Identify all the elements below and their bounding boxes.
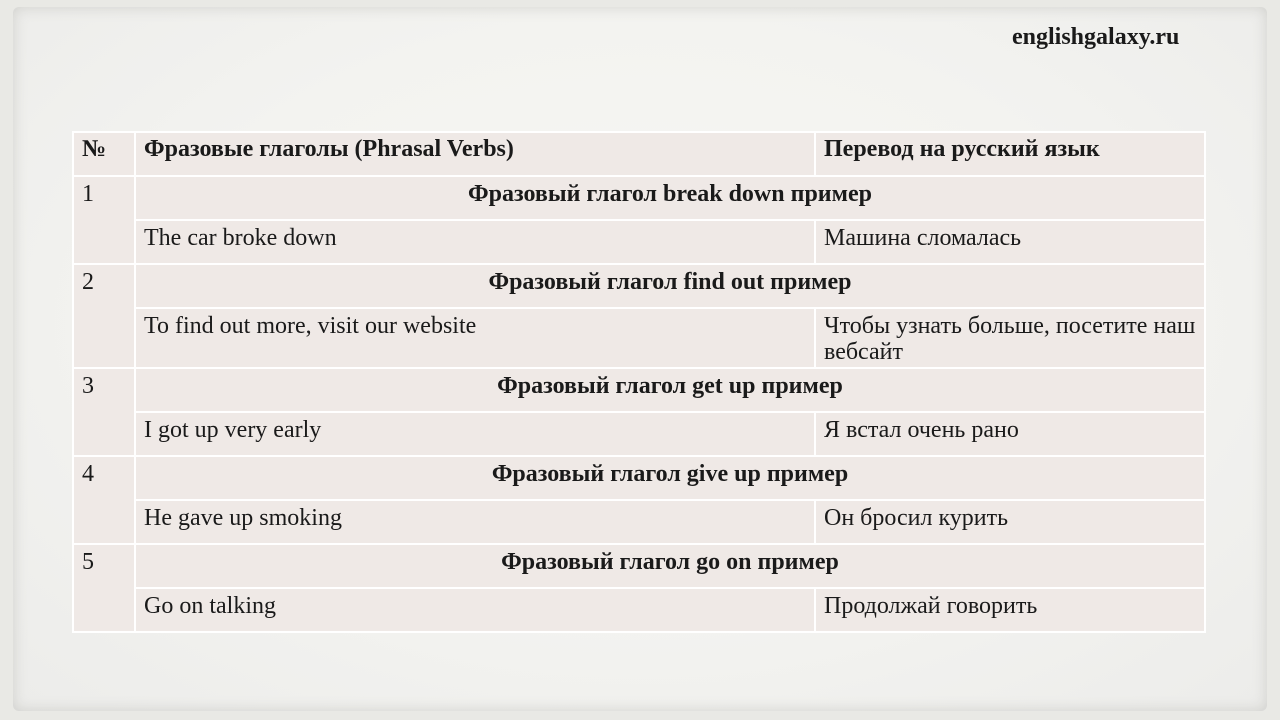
verb-title: Фразовый глагол get up пример (135, 368, 1205, 412)
verb-title: Фразовый глагол find out пример (135, 264, 1205, 308)
example-russian: Я встал очень рано (815, 412, 1205, 456)
verb-title-row (73, 176, 1205, 220)
example-english: The car broke down (135, 220, 815, 264)
example-english: To find out more, visit our website (135, 308, 815, 368)
header-translation: Перевод на русский язык (815, 132, 1205, 176)
verb-title: Фразовый глагол give up пример (135, 456, 1205, 500)
header-number: № (73, 132, 135, 176)
example-russian: Чтобы узнать больше, посетите наш вебсайт (815, 308, 1205, 368)
header-phrasal-verbs: Фразовые глаголы (Phrasal Verbs) (135, 132, 815, 176)
example-english: Go on talking (135, 588, 815, 632)
row-number: 4 (73, 456, 135, 544)
row-number: 3 (73, 368, 135, 456)
verb-title: Фразовый глагол break down пример (135, 176, 1205, 220)
verb-title-row (73, 368, 1205, 412)
example-english: He gave up smoking (135, 500, 815, 544)
example-row (73, 308, 1205, 368)
example-row (73, 220, 1205, 264)
example-russian: Продолжай говорить (815, 588, 1205, 632)
example-row (73, 412, 1205, 456)
row-number: 1 (73, 176, 135, 264)
example-russian: Он бросил курить (815, 500, 1205, 544)
example-row (73, 588, 1205, 632)
example-english: I got up very early (135, 412, 815, 456)
verb-title: Фразовый глагол go on пример (135, 544, 1205, 588)
verb-title-row (73, 264, 1205, 308)
table-header-row (73, 132, 1205, 176)
phrasal-verbs-table (72, 131, 1206, 633)
verb-title-row (73, 456, 1205, 500)
example-russian: Машина сломалась (815, 220, 1205, 264)
verb-title-row (73, 544, 1205, 588)
row-number: 5 (73, 544, 135, 632)
row-number: 2 (73, 264, 135, 368)
example-row (73, 500, 1205, 544)
site-watermark: englishgalaxy.ru (1012, 24, 1180, 50)
